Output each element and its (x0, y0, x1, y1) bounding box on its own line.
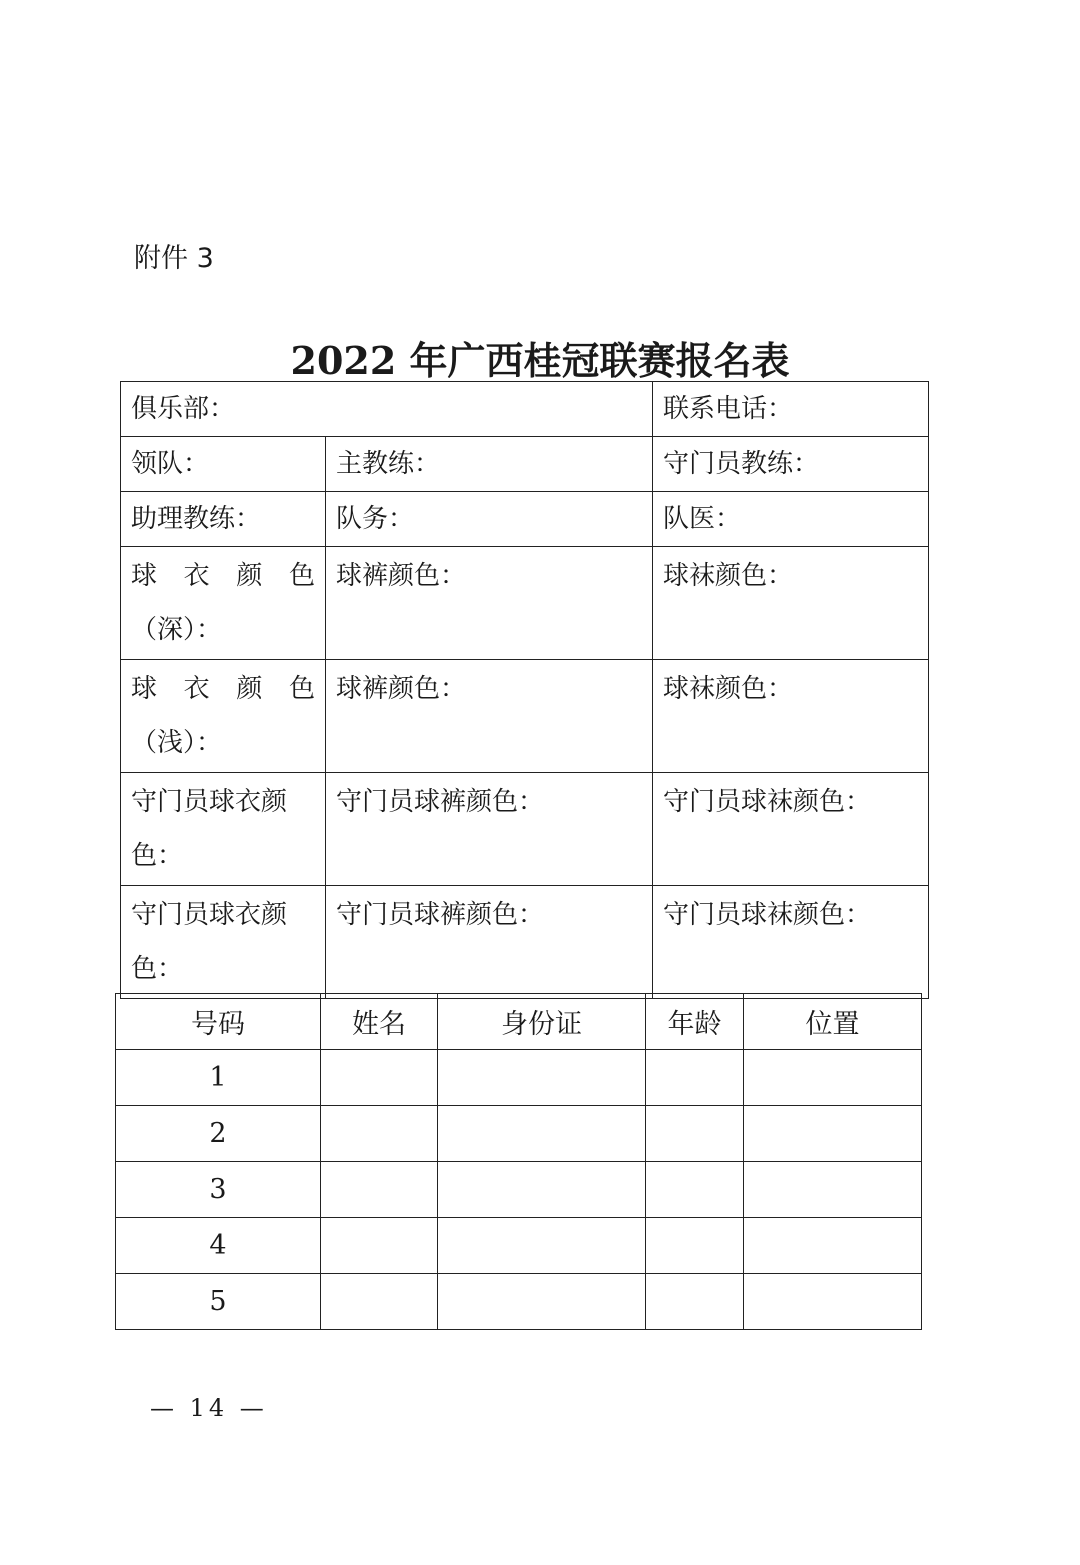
jersey-dark-label: 球衣颜色 (131, 561, 315, 591)
row-number: 5 (116, 1274, 321, 1330)
gk2-socks-field[interactable]: 守门员球袜颜色： (653, 886, 929, 999)
gk2-jersey-label: 守门员球衣颜 (131, 900, 288, 930)
row-number: 1 (116, 1050, 321, 1106)
page-title: 2022 年广西桂冠联赛报名表 (290, 338, 790, 383)
header-age: 年龄 (646, 994, 744, 1050)
table-row (116, 1106, 922, 1162)
header-number: 号码 (116, 994, 321, 1050)
position-cell[interactable] (744, 1218, 922, 1274)
jersey-dark-suffix: （深）： (131, 615, 223, 645)
position-cell[interactable] (744, 1106, 922, 1162)
gk2-shorts-field[interactable]: 守门员球裤颜色： (326, 886, 653, 999)
gk1-jersey-field[interactable] (121, 773, 326, 886)
roster-header-row (116, 994, 922, 1050)
age-cell[interactable] (646, 1274, 744, 1330)
jersey-light-label: 球衣颜色 (131, 674, 315, 704)
gk1-jersey-label: 守门员球衣颜 (131, 787, 288, 817)
header-id-card: 身份证 (438, 994, 646, 1050)
gk2-jersey-suffix: 色： (131, 954, 184, 984)
name-cell[interactable] (321, 1218, 438, 1274)
gk-coach-field[interactable]: 守门员教练： (653, 437, 929, 492)
row-number: 3 (116, 1162, 321, 1218)
registration-form-table (120, 381, 929, 999)
id-card-cell[interactable] (438, 1218, 646, 1274)
assistant-coach-field[interactable]: 助理教练： (121, 492, 326, 547)
name-cell[interactable] (321, 1050, 438, 1106)
name-cell[interactable] (321, 1162, 438, 1218)
name-cell[interactable] (321, 1106, 438, 1162)
gk2-jersey-field[interactable] (121, 886, 326, 999)
id-card-cell[interactable] (438, 1050, 646, 1106)
form-row-club (121, 382, 929, 437)
form-row-dark-kit (121, 547, 929, 660)
position-cell[interactable] (744, 1274, 922, 1330)
leader-field[interactable]: 领队： (121, 437, 326, 492)
team-doctor-field[interactable]: 队医： (653, 492, 929, 547)
age-cell[interactable] (646, 1162, 744, 1218)
gk1-shorts-field[interactable]: 守门员球裤颜色： (326, 773, 653, 886)
row-number: 4 (116, 1218, 321, 1274)
table-row (116, 1218, 922, 1274)
id-card-cell[interactable] (438, 1162, 646, 1218)
phone-field[interactable]: 联系电话： (653, 382, 929, 437)
table-row (116, 1274, 922, 1330)
gk1-socks-field[interactable]: 守门员球袜颜色： (653, 773, 929, 886)
head-coach-field[interactable]: 主教练： (326, 437, 653, 492)
age-cell[interactable] (646, 1106, 744, 1162)
name-cell[interactable] (321, 1274, 438, 1330)
socks-light-field[interactable]: 球袜颜色： (653, 660, 929, 773)
form-row-support (121, 492, 929, 547)
id-card-cell[interactable] (438, 1106, 646, 1162)
table-row (116, 1050, 922, 1106)
form-row-gk-kit-2 (121, 886, 929, 999)
position-cell[interactable] (744, 1050, 922, 1106)
jersey-light-field[interactable] (121, 660, 326, 773)
position-cell[interactable] (744, 1162, 922, 1218)
table-row (116, 1162, 922, 1218)
shorts-light-field[interactable]: 球裤颜色： (326, 660, 653, 773)
id-card-cell[interactable] (438, 1274, 646, 1330)
player-roster-table (115, 993, 922, 1330)
form-row-gk-kit-1 (121, 773, 929, 886)
form-row-light-kit (121, 660, 929, 773)
jersey-dark-field[interactable] (121, 547, 326, 660)
attachment-label: 附件 3 (134, 243, 214, 274)
gk1-jersey-suffix: 色： (131, 841, 184, 871)
header-position: 位置 (744, 994, 922, 1050)
jersey-light-suffix: （浅）： (131, 728, 223, 758)
club-field[interactable]: 俱乐部： (121, 382, 653, 437)
page-number: — 14 — (150, 1394, 268, 1422)
shorts-dark-field[interactable]: 球裤颜色： (326, 547, 653, 660)
team-affairs-field[interactable]: 队务： (326, 492, 653, 547)
form-row-staff (121, 437, 929, 492)
socks-dark-field[interactable]: 球袜颜色： (653, 547, 929, 660)
age-cell[interactable] (646, 1050, 744, 1106)
age-cell[interactable] (646, 1218, 744, 1274)
header-name: 姓名 (321, 994, 438, 1050)
row-number: 2 (116, 1106, 321, 1162)
